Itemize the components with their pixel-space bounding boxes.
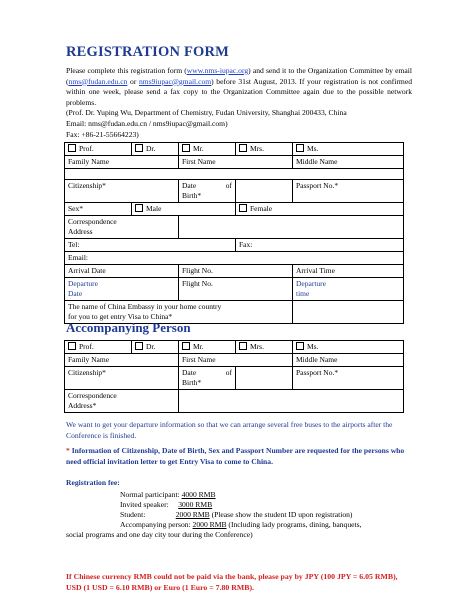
website-link[interactable]: www.nms-iupac.org	[186, 66, 249, 75]
departure-notice: We want to get your departure information so that we can arrange several free buses to the airports after the Conference is finished.	[66, 420, 393, 440]
checkbox-icon[interactable]	[68, 144, 76, 152]
acc-title-prof[interactable]: Prof.	[65, 341, 132, 354]
email-link-2[interactable]: nms9iupac@gmail.com	[138, 76, 212, 86]
intro-text-4: ) before 31st August, 2013. If your registration is not confirmed within one week, please send a fax copy to the Organization Committee again due to the possible network problems.	[66, 76, 412, 107]
title-option-dr[interactable]: Dr.	[132, 143, 179, 156]
intro-paragraph	[66, 66, 412, 140]
acc-date-of-birth-field[interactable]: Date of Birth*	[179, 367, 236, 390]
date-of-birth-input[interactable]	[236, 180, 293, 203]
checkbox-icon[interactable]	[135, 342, 143, 350]
fax-field[interactable]: Fax:	[236, 239, 404, 252]
title-row	[65, 143, 404, 156]
page-title: REGISTRATION FORM	[66, 44, 230, 60]
name-input-row[interactable]	[65, 169, 404, 180]
citizenship-field[interactable]: Citizenship*	[65, 180, 179, 203]
checkbox-icon[interactable]	[68, 342, 76, 350]
acc-correspondence-input[interactable]	[179, 390, 404, 413]
email-link-1[interactable]: nms@fudan.edu.cn	[68, 76, 128, 86]
date-of-birth-field[interactable]: Date of Birth*	[179, 180, 236, 203]
asterisk: *	[66, 446, 70, 455]
accompanying-table	[64, 340, 404, 413]
acc-family-name-field[interactable]: Family Name	[65, 354, 179, 367]
embassy-input[interactable]	[293, 301, 404, 324]
checkbox-icon[interactable]	[182, 144, 190, 152]
sex-label: Sex*	[65, 203, 132, 216]
information-note: * Information of Citizenship, Date of Birth, Sex and Passport Number are requested for the persons who need official invitation letter to get Entry Visa to come to China.	[66, 446, 405, 466]
title-option-mr[interactable]: Mr.	[179, 143, 236, 156]
acc-first-name-field[interactable]: First Name	[179, 354, 293, 367]
acc-citizenship-field[interactable]: Citizenship*	[65, 367, 179, 390]
title-option-mrs[interactable]: Mrs.	[236, 143, 293, 156]
checkbox-icon[interactable]	[239, 144, 247, 152]
intro-text-3: or	[127, 76, 139, 86]
title-option-prof[interactable]: Prof.	[65, 143, 132, 156]
acc-correspondence-label: Correspondence Address*	[65, 390, 179, 413]
intro-text-2: ) and send it to the Organization Committee by email (	[66, 66, 412, 86]
fee-list	[120, 490, 412, 530]
fee-invited: Invited speaker: 3000 RMB	[120, 500, 213, 509]
acc-passport-field[interactable]: Passport No.*	[293, 367, 404, 390]
checkbox-icon[interactable]	[135, 144, 143, 152]
acc-title-dr[interactable]: Dr.	[132, 341, 179, 354]
family-name-field[interactable]: Family Name	[65, 156, 179, 169]
fee-student: Student: 2000 RMB (Please show the student ID upon registration)	[120, 510, 353, 519]
accompanying-heading: Accompanying Person	[66, 320, 191, 335]
fee-normal: Normal participant: 4000 RMB	[120, 490, 216, 499]
departure-date-field[interactable]: Departure Date	[65, 278, 179, 301]
checkbox-icon[interactable]	[296, 342, 304, 350]
email-field[interactable]: Email:	[65, 252, 404, 265]
registration-fee-title: Registration fee:	[66, 478, 120, 487]
acc-date-of-birth-input[interactable]	[236, 367, 293, 390]
correspondence-address-label: Correspondence Address	[65, 216, 179, 239]
acc-title-mrs[interactable]: Mrs.	[236, 341, 293, 354]
acc-title-mr[interactable]: Mr.	[179, 341, 236, 354]
departure-flight-field[interactable]: Flight No.	[179, 278, 293, 301]
currency-note: If Chinese currency RMB could not be paid via the bank, please pay by JPY (100 JPY = 6.05 RMB), USD (1 USD = 6.10 RMB) or Euro (1 Euro = 7.80 RMB).	[66, 572, 398, 592]
tel-field[interactable]: Tel:	[65, 239, 236, 252]
checkbox-icon[interactable]	[239, 342, 247, 350]
checkbox-icon[interactable]	[135, 204, 143, 212]
fee-accompanying-note: social programs and one day city tour during the Conference)	[66, 530, 253, 539]
contact-email: Email: nms@fudan.edu.cn / nms9iupac@gmail.com)	[66, 118, 228, 128]
title-option-ms[interactable]: Ms.	[293, 143, 404, 156]
fee-accompanying: Accompanying person: 2000 RMB (Including lady programs, dining, banquets,	[120, 520, 362, 529]
embassy-label: The name of China Embassy in your home country for you to get entry Visa to China*	[65, 301, 293, 324]
first-name-field[interactable]: First Name	[179, 156, 293, 169]
checkbox-icon[interactable]	[182, 342, 190, 350]
intro-text-1: Please complete this registration form (	[66, 66, 187, 75]
arrival-flight-field[interactable]: Flight No.	[179, 265, 293, 278]
middle-name-field[interactable]: Middle Name	[293, 156, 404, 169]
sex-option-female[interactable]: Female	[236, 203, 404, 216]
arrival-date-field[interactable]: Arrival Date	[65, 265, 179, 278]
acc-title-ms[interactable]: Ms.	[293, 341, 404, 354]
contact-fax: Fax: +86-21-55664223)	[66, 129, 139, 139]
departure-time-field[interactable]: Departure time	[293, 278, 404, 301]
checkbox-icon[interactable]	[239, 204, 247, 212]
arrival-time-field[interactable]: Arrival Time	[293, 265, 404, 278]
contact-address: (Prof. Dr. Yuping Wu, Department of Chemistry, Fudan University, Shanghai 200433, China	[66, 108, 347, 118]
checkbox-icon[interactable]	[296, 144, 304, 152]
registration-table	[64, 142, 404, 324]
sex-option-male[interactable]: Male	[132, 203, 236, 216]
passport-field[interactable]: Passport No.*	[293, 180, 404, 203]
correspondence-address-input[interactable]	[179, 216, 404, 239]
acc-middle-name-field[interactable]: Middle Name	[293, 354, 404, 367]
